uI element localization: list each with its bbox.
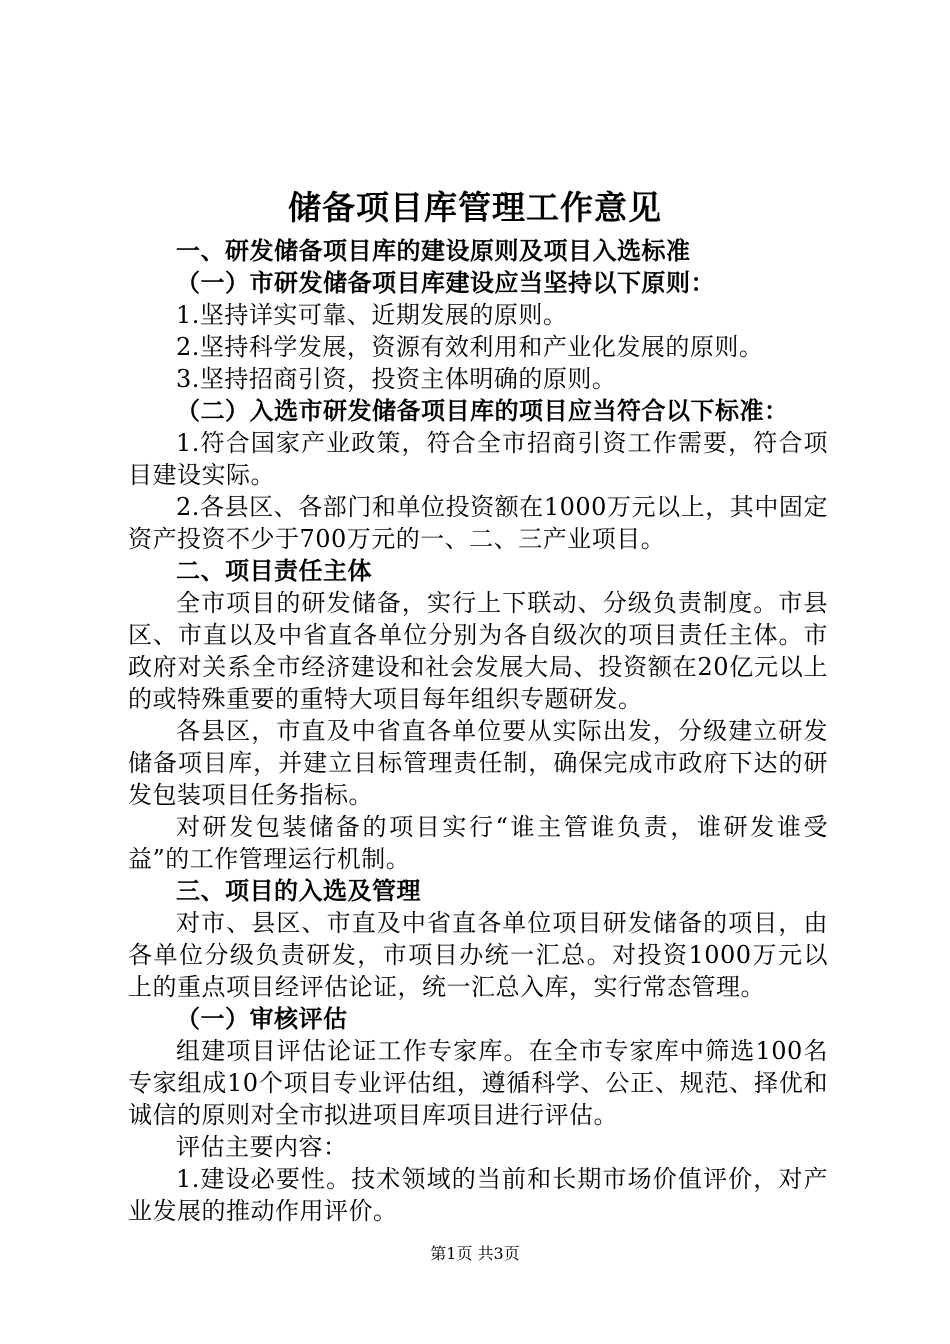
section-heading: （一）审核评估 (176, 1005, 348, 1033)
section-heading: 一、研发储备项目库的建设原则及项目入选标准 (176, 237, 691, 265)
document-body (128, 235, 828, 1227)
body-paragraph: 1.建设必要性。技术领域的当前和长期市场价值评价，对产业发展的推动作用评价。 (128, 1165, 828, 1225)
body-paragraph: 各县区，市直及中省直各单位要从实际出发，分级建立研发储备项目库，并建立目标管理责任制，确保完成市政府下达的研发包装项目任务指标。 (128, 717, 828, 809)
section-heading: 三、项目的入选及管理 (176, 877, 421, 905)
body-paragraph: 2.坚持科学发展，资源有效利用和产业化发展的原则。 (176, 333, 764, 361)
body-paragraph: 3.坚持招商引资，投资主体明确的原则。 (176, 365, 617, 393)
body-paragraph: 组建项目评估论证工作专家库。在全市专家库中筛选100名专家组成10个项目专业评估组，遵循科学、公正、规范、择优和诚信的原则对全市拟进项目库项目进行评估。 (128, 1037, 828, 1129)
section-heading: 二、项目责任主体 (176, 557, 372, 585)
body-paragraph: 2.各县区、各部门和单位投资额在1000万元以上，其中固定资产投资不少于700万元的一、二、三产业项目。 (128, 493, 828, 553)
section-heading: （一）市研发储备项目库建设应当坚持以下原则： (176, 269, 715, 297)
section-heading: （二）入选市研发储备项目库的项目应当符合以下标准： (176, 397, 789, 425)
body-paragraph: 1.坚持详实可靠、近期发展的原则。 (176, 301, 568, 329)
body-paragraph: 全市项目的研发储备，实行上下联动、分级负责制度。市县区、市直以及中省直各单位分别为各自级次的项目责任主体。市政府对关系全市经济建设和社会发展大局、投资额在20亿元以上的或特殊重要的重特大项目每年组织专题研发。 (128, 589, 828, 713)
body-paragraph: 1.符合国家产业政策，符合全市招商引资工作需要，符合项目建设实际。 (128, 429, 828, 489)
body-paragraph: 评估主要内容： (176, 1133, 348, 1161)
page-footer: 第1页 共3页 (430, 1244, 520, 1263)
document-title: 储备项目库管理工作意见 (288, 188, 662, 227)
body-paragraph: 对市、县区、市直及中省直各单位项目研发储备的项目，由各单位分级负责研发，市项目办统一汇总。对投资1000万元以上的重点项目经评估论证，统一汇总入库，实行常态管理。 (128, 909, 828, 1001)
body-paragraph: 对研发包装储备的项目实行“谁主管谁负责，谁研发谁受益”的工作管理运行机制。 (128, 813, 828, 873)
